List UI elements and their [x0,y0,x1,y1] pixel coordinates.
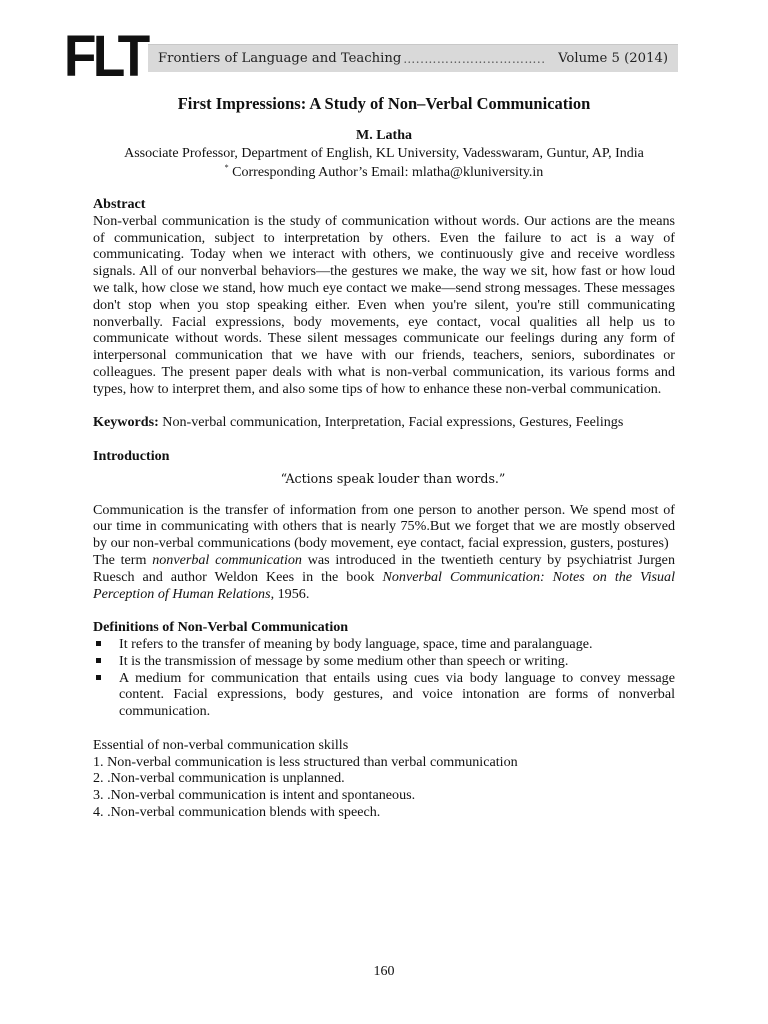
introduction-paragraph-1: Communication is the transfer of information from one person to another person. We spend most of our time in communicating with others that is nearly 75%.But we forget that we are mostly observed by our non-verbal communications (body movement, eye contact, facial expression, gusters, postures) [93,501,675,552]
paper-body [93,196,675,821]
introduction-paragraph-2: The term nonverbal communication was introduced in the twentieth century by psychiatrist Jurgen Ruesch and author Weldon Kees in the book Nonverbal Communication: Notes on the Visual Perception of Human Relations, 1956. [93,551,675,602]
definitions-heading: Definitions of Non-Verbal Communication [93,619,349,636]
keywords-label: Keywords: [93,414,159,431]
square-bullet-icon [96,658,101,663]
list-item: 2. .Non-verbal communication is unplanned. [93,770,345,787]
author-affiliation: Associate Professor, Department of English, KL University, Vadesswaram, Guntur, AP, India [124,146,644,161]
introduction-heading: Introduction [93,447,170,464]
corresponding-marker: * [224,163,229,172]
journal-header-bar [148,44,678,72]
keywords-text: Non-verbal communication, Interpretation, Facial expressions, Gestures, Feelings [158,414,624,431]
list-item: 3. .Non-verbal communication is intent and spontaneous. [93,787,416,804]
list-item: A medium for communication that entails using cues via body language to convey message content. Facial expressions, body gestures, and voice intonation are forms of nonverbal communication. [93,670,675,720]
epigraph-quote: “Actions speak louder than words.” [280,470,506,486]
list-item: 4. .Non-verbal communication blends with speech. [93,803,381,820]
journal-volume: Volume 5 (2014) [558,51,668,66]
flt-logo [62,23,147,89]
definitions-list [93,636,675,720]
author-name: M. Latha [356,128,412,143]
abstract-body: Non-verbal communication is the study of communication without words. Our actions are the means of communication, subject to interpretation by others. Even the failure to act is a way of communicating. Today when we interact with others, we continuously give and receive wordless signals. All of our nonverbal behaviors—the gestures we make, the way we sit, how fast or how loud we talk, how close we stand, how much eye contact we make—send strong messages. These messages don't stop when you stop speaking either. Even when you're silent, you're still communicating nonverbally. Facial expressions, body movements, eye contact, vocal qualities all help us to communicate without words. These silent messages communicate our feelings during any form of interpersonal communication that we have with our friends, teachers, seniors, subordinates or colleagues. The present paper deals with what is non-verbal communication, its various forms and types, how to interpret them, and also some tips of how to enhance these non-verbal communication. [93,212,675,397]
square-bullet-icon [96,675,101,680]
corresponding-text: Corresponding Author’s Email: mlatha@kluniversity.in [228,165,544,180]
flt-logo-text: FLT [63,23,147,89]
essentials-heading: Essential of non-verbal communication skills [93,736,349,753]
paper-title: First Impressions: A Study of Non–Verbal Communication [177,94,591,113]
list-item: It refers to the transfer of meaning by body language, space, time and paralanguage. [93,636,675,653]
list-item: 1. Non-verbal communication is less structured than verbal communication [93,753,518,770]
list-item: It is the transmission of message by some medium other than speech or writing. [93,653,675,670]
journal-name: Frontiers of Language and Teaching [158,51,402,66]
page-number: 160 [373,964,395,979]
abstract-heading: Abstract [93,196,146,212]
keywords [93,414,675,431]
journal-leader-dots: …..……………………….. [403,51,546,66]
corresponding-email [0,163,768,181]
square-bullet-icon [96,641,101,646]
